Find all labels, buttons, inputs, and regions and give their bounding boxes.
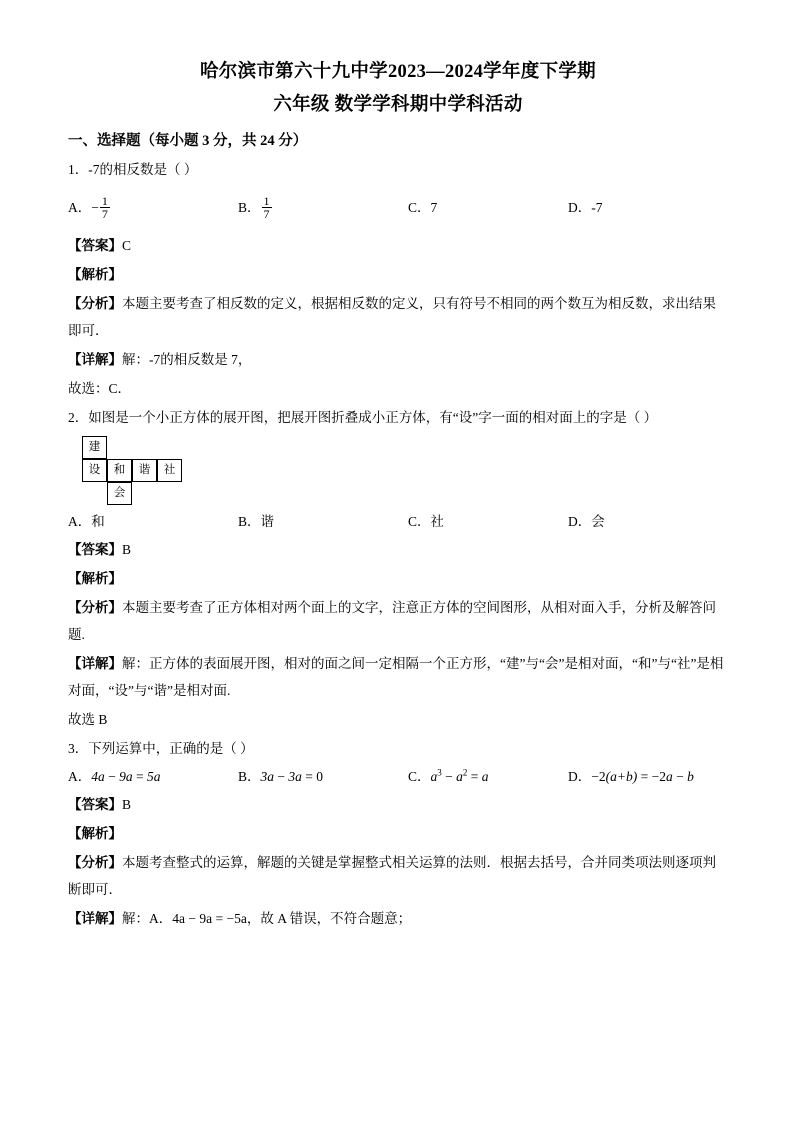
question-1-conclusion: 故选：C． [68,381,132,396]
option-1-a: A．− $\frac{1}{7}$ [68,193,108,222]
cube-net-diagram [74,436,194,506]
option-1-c: C．7 [408,200,438,215]
question-3-fenxi: 【分析】本题考查整式的运算，解题的关键是掌握整式相关运算的法则．根据去括号，合并同类项法则逐项判断即可． [68,855,716,897]
question-2-stem: 2．如图是一个小正方体的展开图，把展开图折叠成小正方体，有“设”字一面的相对面上的字是（ ） [68,410,658,425]
option-2-a: A．和 [68,514,105,529]
question-3-options [68,765,728,789]
question-3-xiangjie: 【详解】解：A．4a − 9a = −5a，故 A 错误，不符合题意； [68,911,412,926]
question-1-analysis-tag: 【解析】 [68,267,122,282]
question-2-analysis-tag: 【解析】 [68,571,122,586]
option-2-c: C．社 [408,514,445,529]
net-cell-xie: 谐 [132,459,157,482]
question-1-xiangjie: 【详解】解：-7的相反数是 7， [68,352,252,367]
question-1-stem: 1．-7的相反数是（ ） [68,162,198,177]
net-cell-he: 和 [107,459,132,482]
document-content [68,56,728,932]
question-3-stem: 3．下列运算中，正确的是（ ） [68,741,254,756]
question-3-answer: 【答案】B [68,797,132,812]
question-1-options [68,186,728,230]
option-2-d: D．会 [568,514,605,529]
question-2-fenxi: 【分析】本题主要考查了正方体相对两个面上的文字，注意正方体的空间图形，从相对面入手，分析及解答问题. [68,600,716,642]
page-subtitle: 六年级 数学学科期中学科活动 [273,95,523,115]
question-3-analysis-tag: 【解析】 [68,826,122,841]
net-cell-hui: 会 [107,482,132,505]
section-heading: 一、选择题（每小题 3 分，共 24 分） [68,133,308,149]
option-1-b: B． $\frac{1}{7}$ [238,193,270,222]
question-2-answer: 【答案】B [68,542,132,557]
page-title: 哈尔滨市第六十九中学2023—2024学年度下学期 [199,62,596,82]
option-1-d: D．-7 [568,200,603,215]
net-cell-she: 设 [82,459,107,482]
fraction-one-seventh-neg: $\frac{1}{7}$ [101,193,108,222]
option-3-c: C．$a^3 - a^2 = a$ [408,767,489,784]
option-3-b: B．3a − 3a = 0 [238,769,324,784]
net-cell-she-community: 社 [157,459,182,482]
question-2-xiangjie: 【详解】解：正方体的表面展开图，相对的面之间一定相隔一个正方形，“建”与“会”是相对面，“和”与“社”是相对面，“设”与“谐”是相对面. [68,656,724,698]
question-2-conclusion: 故选 B [68,712,108,727]
option-2-b: B．谐 [238,514,275,529]
answer-tag: 【答案】 [68,238,122,253]
option-3-d: D．−2(a+b) = −2a − b [568,769,694,784]
question-1-fenxi: 【分析】本题主要考查了相反数的定义，根据相反数的定义，只有符号不相同的两个数互为相反数，求出结果即可． [68,296,716,338]
option-3-a: A．4a − 9a = 5a [68,769,161,784]
question-1-answer [68,232,728,259]
answer-value: C [122,238,132,253]
fraction-one-seventh: $\frac{1}{7}$ [263,193,270,222]
question-2-options [68,510,728,534]
net-cell-jian: 建 [82,436,107,459]
